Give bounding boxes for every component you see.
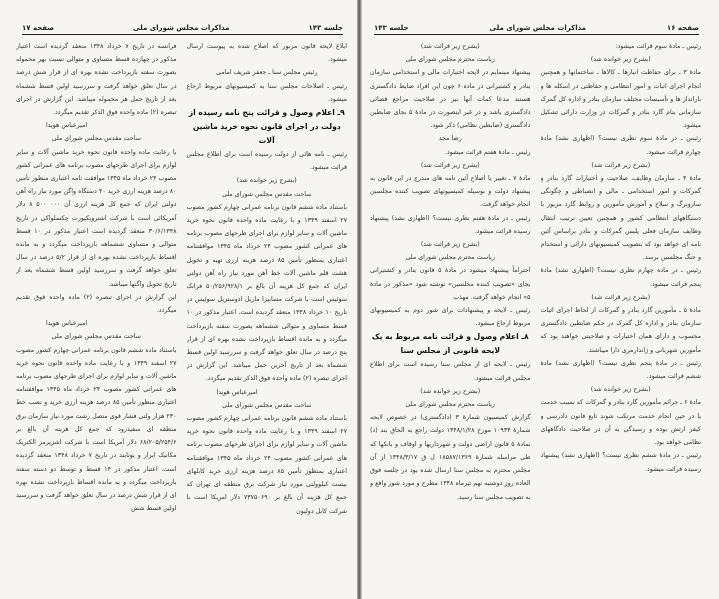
paragraph: ساحت مقدس مجلس شورای ملی — [51, 333, 141, 341]
paragraph: (بشرح زیر خوانده شد) — [236, 177, 297, 185]
right-page — [362, 0, 719, 599]
paragraph: با رعایت ماده واحده قانون نحوه خرید ماشین آلات و سایر لوازم برای اجرای طرحهای مصوب برنامه های عمرانی کشور مصوب ۲۴ خرداد ماه ۱۳۴۵ موافقت نامه اعتباری منظور تأمین ۸۰ درصد هزینه ارزی خرید ۴۰ دستگاه واگن مورد نیاز راه آهن دولتی ایران که جمع کل هزینه ارزی آن ۰۰۰ ۵۰۰ ۸ دلار آمریکائی است با شرکت اشترویکپورت چکسلواکی در تاریخ ۳۰/۶/۱۳۴۸ منعقد گردیده است اعتبار مذکور در ۱۰ قسط متوالی و متساوی ششماهه بازپرداخت میگردد و به مانده اقساط بازپرداخت نشده بهره ای از قرار ۵/۲ درصد در سال تعلق خواهد گرفت و سررسید اولین قسط ششماه بعد از تاریخ تحویل واگنها میباشد. — [16, 148, 177, 288]
paragraph: رضا مجد — [438, 135, 462, 143]
paragraph: مادهٔ ۶ ـ جرائم مأمورین گارد بنادر و گمرکات که بسبب خدمت یا در حین انجام خدمت مرتکب شوند تابع قانون دادرسی و کیفر ارتش بوده و رسیدگی به آن در صلاحیت دادگاههای نظامی خواهد بود. — [540, 399, 701, 447]
right-page-left-column — [370, 40, 531, 593]
paragraph: رئیس ـ مادهٔ سوم قرائت میشود: — [615, 43, 701, 50]
header-title: مذاکرات مجلس شورای ملی — [133, 24, 230, 32]
paragraph: رئیس مجلس سنا ـ جعفر شریف امامی — [216, 69, 318, 77]
paragraph: باستناد ماده ششم قانون برنامه عمرانی چهارم کشور مصوب ۲۷ اسفند ۱۳۴۹ و با رعایت ماده واحده قانون نحوه خرید ماشین آلات و سایر لوازم برای اجرای طرحهای مصوب برنامه های عمرانی کشور مصوب ۲۴ خرداد ماه ۱۳۴۵ موافقتنامه اعتباری بمنظور تأمین ۸۵ درصد هزینه ارزی خرید کابلهای بیست کیلوولتی مورد نیاز شرکت برق منطقه ای تهران که جمع کل هزینه آن بالغ بر ۷۳۷۵۰۶۹۰ دلار امریکا است با شرکت کابل دولیون — [186, 415, 347, 515]
paragraph: رئیس ـ لایحه ای از مجلس سنا رسیده است برای اطلاع مجلس قرائت میشود. — [370, 361, 531, 382]
paragraph: رئیس ـ در مادهٔ سوم نظری نیست؟ (اظهاری نشد) مادهٔ چهارم قرائت میشود. — [540, 135, 701, 156]
paragraph: (بشرح زیر قرائت شد) — [591, 293, 651, 301]
paragraph: ساحت مقدس مجلس شورای ملی — [222, 401, 312, 409]
paragraph: احتراماً پیشنهاد میشود در مادهٔ ۵ قانون بنادر و کشتیرانی بجای «تصویب کننده مجلسین» نوشته شود «مذکور در مادهٔ ۵» انجام خواهد گرفت. مهذب — [370, 267, 531, 301]
paragraph: (بشرح زیر قرائت شد) — [420, 43, 480, 50]
right-page-right-column — [541, 40, 702, 593]
paragraph: ریاست محترم مجلس شورای ملی — [405, 254, 495, 262]
paragraph: پیشنهاد مینمایم در لایحه اختیارات مالی و استخدامی سازمان بنادر و کشتیرانی در ماده ۶ چون این افراد ضابط دادگستری هستند مدعا کمات آنها نیز در صلاحیت مراجع قضائی دادگستری باشد و در غیر اینصورت در مادهٔ ۵ بجای ضابطین دادگستری (ضابطین نظامی) ذکر شود. — [370, 69, 531, 130]
paragraph: (بشرح زیر قرائت شد) — [420, 241, 480, 249]
section-heading: ۹ـ اعلام وصول و قرائت پنج نامه رسیده از دولت در اجرای قانون نحوه خرید ماشین آلات — [188, 108, 345, 146]
left-page-right-column — [187, 40, 348, 593]
paragraph: باستناد ماده ششم قانون برنامه عمرانی چهارم کشور مصوب ۲۷ اسفند ۱۳۴۹ و با رعایت ماده واحده قانون نحوه خرید ماشین آلات و سایر لوازم برای اجرای طرحهای مصوب برنامه های عمرانی کشور مصوب ۲۴ خرداد ماه ۱۳۴۵ موافقتنامه اعتباری بمنظور تأمین ۸۵ درصد هزینه ارزی تهیه و تحویل هشت قلم ماشین آلات خط آهن مورد نیاز راه آهن دولتی ایران که جمع کل هزینه آن بالغ بر ۵۰/۲۵۶/۹۲۸/۱ فرانک سوئیس است با شرکت مسابیزا ماریل ادوستریل سوئیس در تاریخ ۱۰ خرداد ۱۳۴۸ منعقد گردیده است. اعتبار مذکور در ۱۰ قسط متساوی و متوالی ششماهه بصورت سفته بازپرداخت میگردد و به مانده اقساط بازپرداخت نشده بهره ای از قرار پنج درصد در سال تعلق خواهد گرفت و سررسید اولین قسط ششماه بعد از تاریخ آخرین حمل میباشد. این گزارش در اجرای تبصره (۲) ماده واحده فوق الذکر تقدیم میگردد. — [186, 203, 347, 383]
paragraph: مادهٔ ۷ ـ تغییر یا اصلاح آئین نامه های مندرج در این قانون به پیشنهاد دولت و بوسیله کمیسیونهای تصویب کننده مجلسین انجام خواهد گرفت. — [370, 175, 531, 209]
paragraph: (بشرح زیر خوانده شد) — [420, 387, 481, 395]
paragraph: رئیس ـ اصلاحات مجلس سنا به کمیسیونهای مربوط ارجاع میشود. — [186, 82, 347, 103]
paragraph: (بشرح زیر خوانده شد) — [590, 56, 651, 64]
paragraph: (بشرح زیر خوانده شد) — [590, 386, 651, 394]
paragraph: رئیس ـ در مادهٔ ششم نظری نیست؟ (اظهاری نشد) پیشنهاد رسیده قرائت میشود. — [540, 452, 701, 473]
paragraph: مادهٔ ۴ ـ سازمان وظایف، صلاحیت و اختیارات گارد بنادر و گمرکات و امور استخدامی ـ مالی و انضباطی و چگونگی سازوبرگ و سلاح و آموزش مأمورین و روابط گارد مزبور با دستگاههای انتظامی کشور و همچنین تعیین ترتیب انتقال وظایف سازمان فعلی پلیس گمرکات و بنادر براساس آئین نامه ای خواهد بود که بتصویب کمیسیونهای دارائی و استخدام و جنگ مجلسین برسد. — [540, 175, 701, 262]
paragraph: امیرعباس هویدا — [46, 122, 88, 130]
section-heading: ۸ـ اعلام وصول و قرائت نامه مربوط به یک لایحه قانونی از مجلس سنا — [371, 332, 529, 356]
paragraph: امیرعباس هویدا — [216, 388, 258, 396]
paragraph: ساحت مقدس مجلس شورای ملی — [51, 135, 141, 143]
page-header — [22, 18, 343, 35]
paragraph: باستناد ماده ششم قانون برنامه عمرانی چهارم کشور مصوب ۲۷ اسفند ۱۳۴۹ و با رعایت ماده واحده قانون نحوه خرید ماشین آلات و سایر لوازم برای اجرای طرحهای مصوب برنامه های عمرانی کشور مصوب ۲۴ خرداد ماه ۱۳۴۵ موافقتنامه اعتباری منظور تأمین ۸۵ درصد هزینه ارزی خرید و نصب خط ۲۳۰ هزار ولتی فشار قوی متصل رشت مورد نیاز سازمان برق منطقه ای سفیدرود که جمع کل هزینه آن بالغ بر ۶۸/۲۰۵/۲۵۴/۶ دلار آمریکا است با شرکت اشرپرمز الکتریک مکانیک ایزار و یونایتد در تاریخ ۷ خرداد ۱۳۴۸ منعقد گردیده است. اعتبار مذکور در ۱۴ قسط و توسط دو دسته سفته بازپرداخت میگردد و به مانده اقساط بازپرداخت نشده بهره ای از قرار شش درصد در سال تعلق خواهد گرفت و سررسید اولین قسط شش — [16, 346, 177, 513]
paragraph: رئیس ـ نامه هائی از دولت رسیده است برای اطلاع مجلس قرائت میشود. — [186, 151, 347, 172]
paragraph: گزارش کمیسیون شمارهٔ ۳ (دادگستری) در خصوص لایحه شمارهٔ ۱۰۹۳۴ مورخ ۱۳۴۸/۱/۲۸ دولت راجع به الحاق بند (د) بمادهٔ ۵ قانون اراضی دولت و شهرداریها و اوقاف و بانکها که طی مراسله شمارهٔ ۱۸۵۸۷/۱۳۶۹ ل ق ۱۳۴۸/۳/۱۷ از آن مجلس محترم به مجلس سنا ارسال شده بود در جلسه فوق العاده روز دوشنبه نهم تیرماه ۱۳۴۸ مطرح و مورد شور واقع و به تصویب مجلس سنا رسید. — [370, 414, 531, 501]
header-title: مذاکرات مجلس شورای ملی — [489, 24, 586, 32]
paragraph: رئیس ـ در مادهٔ پنجم نظری نیست؟ (اظهاری نشد) مادهٔ ششم قرائت میشود. — [540, 359, 701, 381]
paragraph: این گزارش در اجرای تبصره (۲) ماده واحده فوق تقدیم میگردد. — [16, 293, 177, 315]
paragraph: رئیس ـ لایحه و پیشنهادات برای شور دوم به کمیسیونهای مربوط ارجاع میشود. — [370, 307, 531, 328]
page-number: صفحه ۱۶ — [666, 24, 699, 32]
paragraph: ریاست محترم مجلس شورای ملی — [405, 56, 495, 64]
paragraph: ساحت مقدس مجلس شورای ملی — [222, 190, 312, 198]
paragraph: مادهٔ ۳ ـ برای حفاظت انبارها ـ کالاها ـ ساختمانها و همچنین انجام اجرای اثبات و امور انتظامی و حفاظتی در اسکله ها و بارانداز ها و تأسیسات مختلف سازمان بنادر و اداره کل گمرک سازمانی بنام گارد بنادر و گمرکات در وزارت دارائی تشکیل میشود. — [540, 69, 701, 130]
paragraph: رئیس ـ در ماده چهارم نظری نیست؟ (اظهاری نشد) مادهٔ پنجم قرائت میشود. — [540, 267, 701, 288]
paragraph: (بشرح زیر قرائت شد) — [420, 161, 480, 169]
paragraph: رئیس ـ در مادهٔ هفتم نظری نیست؟ (اظهاری نشد) پیشنهاد رسیده قرائت میشود. — [370, 214, 531, 235]
page-number: صفحه ۱۷ — [22, 24, 55, 32]
left-page — [0, 0, 357, 599]
session-number: جلسه ۱۴۳ — [308, 24, 343, 32]
paragraph: رئیس ـ مادهٔ هفتم قرائت میشود. — [444, 148, 531, 156]
paragraph: مادهٔ ۵ ـ مأمورین گارد بنادر و گمرکات از لحاظ اجرای اثبات سازمان بنادر و اداره کل گمرک در حکم ضابطین دادگستری محسوب و دارای همان اختیارات و صلاحیتی خواهند بود که مأمورین شهربانی و ژاندارمری دارا میباشند. — [540, 307, 701, 354]
page-header — [374, 18, 699, 35]
paragraph: (بشرح زیر قرائت شد) — [591, 161, 651, 169]
session-number: جلسه ۱۴۳ — [374, 24, 409, 32]
paragraph: فرانسه در تاریخ ۷ خرداد ۱۳۴۸ منعقد گردیده است اعتبار مذکور در چهارده قسط متساوی و متوالی نسبت بهر محموله بصورت سفته بازپرداخت نشده بهره ای از قرار شش درصد در سال تعلق خواهد گرفت و سررسید اولین قسط ششماه بعد از تاریخ حمل هر محموله میباشد. این گزارش در اجرای تبصره (۲) ماده واحده فوق الذکر تقدیم میگردد. — [16, 43, 177, 117]
left-page-left-column — [16, 40, 177, 593]
paragraph: امیرعباس هویدا — [46, 320, 88, 328]
paragraph: ابلاغ لایحه قانون مزبور که اصلاح شده به پیوست ارسال میشود. — [186, 43, 347, 64]
paragraph: ریاست محترم مجلس شورای ملی — [405, 401, 495, 409]
